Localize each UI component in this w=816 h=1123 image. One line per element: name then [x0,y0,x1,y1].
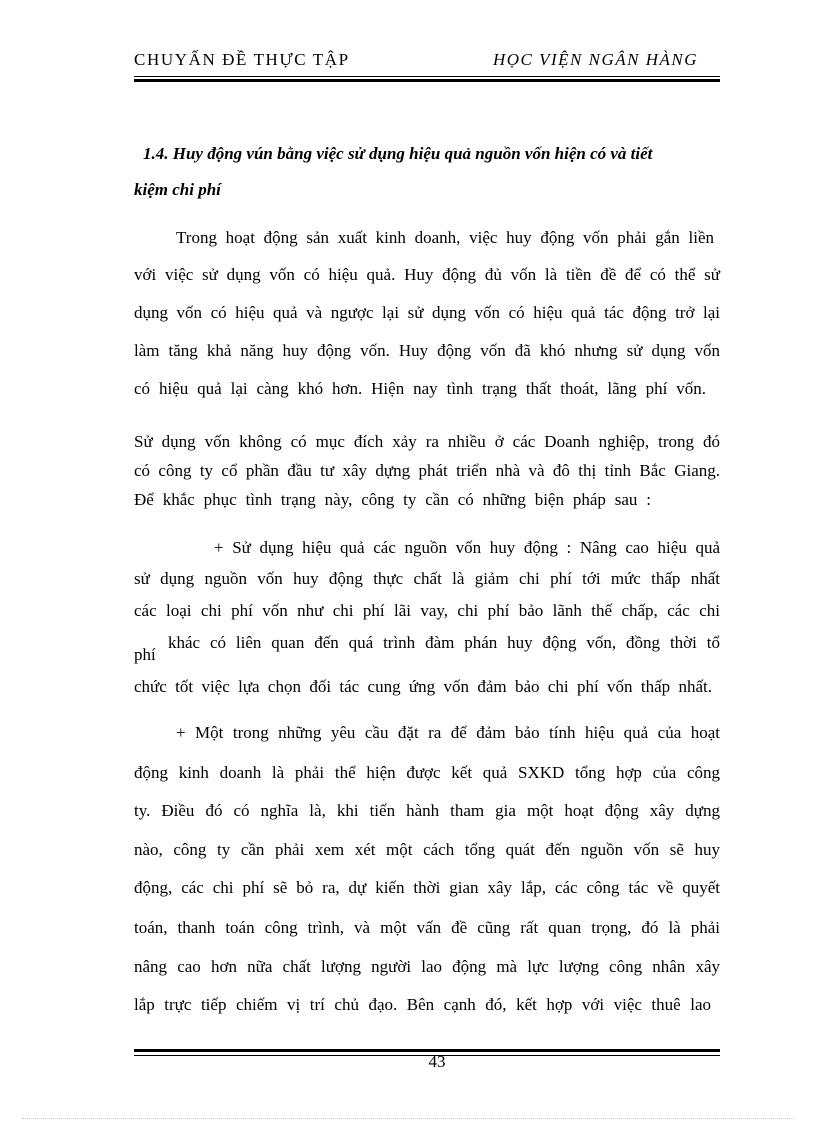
header-left-title: CHUYẤN ĐỀ THỰC TẬP [134,50,350,69]
paragraph-3-line: sử dụng nguồn vốn huy động thực chất là giảm chi phí tới mức thấp nhất [134,569,720,588]
header-rule-thick [134,79,720,82]
header-right-title: HỌC VIỆN NGÂN HÀNG [492,50,698,69]
paragraph-1-line: dụng vốn có hiệu quả và ngược lại sử dụng vốn có hiệu quả tác động trở lại [134,303,720,322]
section-heading-line-1: 1.4. Huy động vún bằng việc sử dụng hiệu quả nguồn vốn hiện có và tiết [143,144,653,163]
paragraph-4-line: động, các chi phí sẽ bỏ ra, dự kiến thời gian xây lắp, các công tác về quyết [134,878,720,897]
header-rule-thin [134,76,720,77]
paragraph-4-line: ty. Điều đó có nghĩa là, khi tiến hành tham gia một hoạt động xây dựng [134,801,720,820]
bottom-dotted-border [22,1118,794,1119]
paragraph-1-line: làm tăng khả năng huy động vốn. Huy động vốn đã khó nhưng sử dụng vốn [134,341,720,360]
page-header [134,50,720,72]
paragraph-4-line: + Một trong những yêu cầu đặt ra để đảm bảo tính hiệu quả của hoạt [176,723,720,742]
paragraph-1-line: Trong hoạt động sản xuất kinh doanh, việc huy động vốn phải gắn liền [176,228,714,247]
paragraph-4-line: nâng cao hơn nữa chất lượng người lao động mà lực lượng công nhân xây [134,957,720,976]
page-number: 43 [428,1052,446,1071]
paragraph-4-line: toán, thanh toán công trình, và một vấn đề cũng rất quan trọng, đó là phải [134,918,720,937]
paragraph-3-fragment: phí [134,645,156,664]
paragraph-3-line: khác có liên quan đến quá trình đàm phán huy động vốn, đồng thời tổ [168,633,720,652]
paragraph-3-line: chức tốt việc lựa chọn đối tác cung ứng vốn đảm bảo chi phí vốn thấp nhất. [134,677,712,696]
paragraph-1-line: có hiệu quả lại càng khó hơn. Hiện nay tình trạng thất thoát, lãng phí vốn. [134,379,706,398]
paragraph-4-line: nào, công ty cần phải xem xét một cách tổng quát đến nguồn vốn sẽ huy [134,840,720,859]
paragraph-1-line: với việc sử dụng vốn có hiệu quả. Huy động đủ vốn là tiền đề để có thể sử [134,265,720,284]
paragraph-2-line: có công ty cổ phần đầu tư xây dựng phát triển nhà và đô thị tỉnh Bắc Giang. [134,461,720,480]
section-heading-line-2: kiệm chi phí [134,180,221,199]
paragraph-3-line: các loại chi phí vốn như chi phí lãi vay, chi phí bảo lãnh thế chấp, các chi [134,601,720,620]
paragraph-2-line: Sử dụng vốn không có mục đích xảy ra nhiều ở các Doanh nghiệp, trong đó [134,432,720,451]
paragraph-4-line: động kinh doanh là phải thể hiện được kết quả SXKD tổng hợp của công [134,763,720,782]
paragraph-4-line: lắp trực tiếp chiếm vị trí chủ đạo. Bên cạnh đó, kết hợp với việc thuê lao [134,995,711,1014]
paragraph-3-line: + Sử dụng hiệu quả các nguồn vốn huy động : Nâng cao hiệu quả [214,538,720,557]
paragraph-2-line: Để khắc phục tình trạng này, công ty cần có những biện pháp sau : [134,490,651,509]
